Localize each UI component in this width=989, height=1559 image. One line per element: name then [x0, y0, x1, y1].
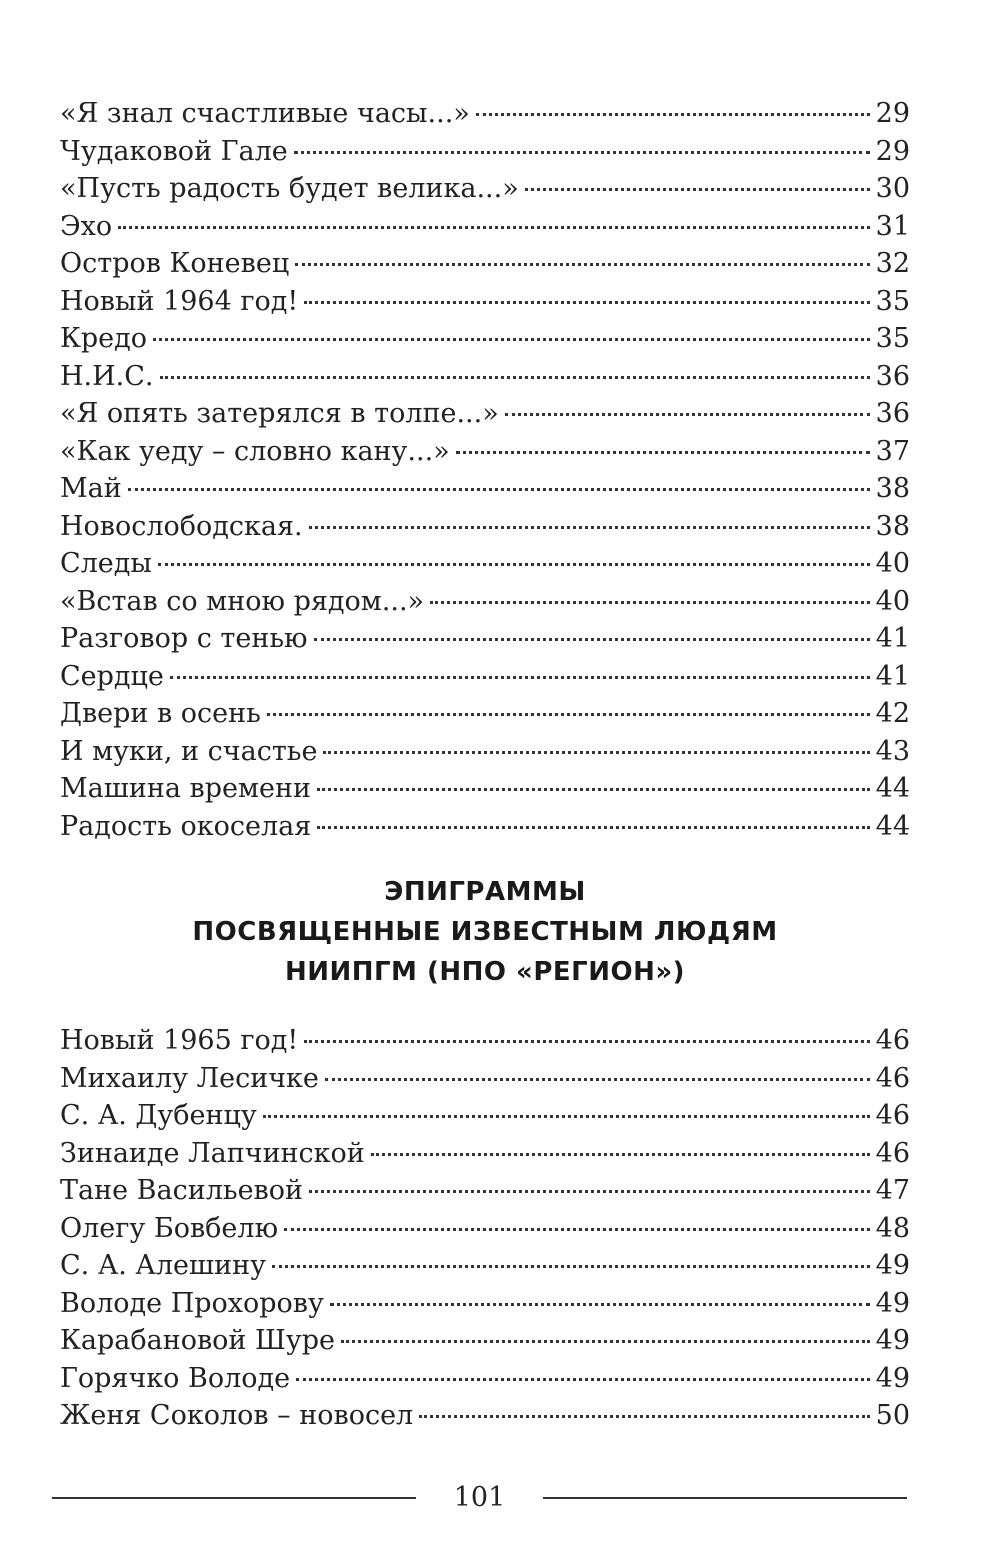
toc-entry-page: 49 — [875, 1362, 910, 1394]
dot-leader — [323, 751, 869, 754]
toc-entry-title: Володе Прохорову — [60, 1287, 324, 1319]
toc-entry-title: Карабановой Шуре — [60, 1325, 335, 1356]
dot-leader — [330, 1303, 870, 1306]
toc-entry-title: «Пусть радость будет велика...» — [60, 173, 519, 204]
toc-entry-title: Двери в осень — [60, 698, 261, 729]
toc-entry-page: 36 — [875, 360, 910, 392]
dot-leader — [317, 788, 870, 791]
toc-entry — [60, 283, 910, 321]
toc-list-main — [60, 95, 910, 845]
dot-leader — [314, 638, 870, 641]
toc-entry — [60, 395, 910, 433]
toc-entry-title: Остров Коневец — [60, 248, 290, 279]
toc-entry-title: И муки, и счастье — [60, 735, 318, 767]
toc-entry-page: 50 — [875, 1400, 910, 1431]
dot-leader — [456, 451, 870, 454]
toc-entry — [60, 1097, 910, 1135]
toc-entry-page: 38 — [875, 510, 910, 542]
toc-entry-title: Эхо — [60, 210, 113, 242]
toc-entry — [60, 770, 910, 808]
toc-entry-title: Новослободская. — [60, 510, 303, 542]
dot-leader — [304, 301, 869, 304]
toc-entry-page: 40 — [875, 548, 910, 579]
dot-leader — [267, 713, 870, 716]
dot-leader — [505, 413, 870, 416]
dot-leader — [284, 1228, 870, 1231]
dot-leader — [118, 226, 869, 229]
toc-entry — [60, 808, 910, 846]
toc-entry-title: Радость окоселая — [60, 810, 312, 842]
toc-entry-title: «Я опять затерялся в толпе...» — [60, 398, 499, 429]
toc-entry — [60, 658, 910, 696]
toc-entry — [60, 433, 910, 471]
dot-leader — [128, 488, 870, 491]
dot-leader — [272, 1265, 870, 1268]
footer-rule-right — [543, 1497, 907, 1499]
toc-entry-page: 35 — [875, 285, 910, 317]
page-footer — [52, 1482, 907, 1513]
toc-entry-page: 29 — [875, 98, 910, 129]
toc-entry — [60, 95, 910, 133]
toc-entry-title: Разговор с тенью — [60, 623, 308, 654]
section-heading-line-2: ПОСВЯЩЕННЫЕ ИЗВЕСТНЫМ ЛЮДЯМ — [192, 917, 778, 947]
page-number: 101 — [453, 1482, 506, 1513]
toc-entry-title: Новый 1965 год! — [60, 1025, 299, 1056]
toc-entry — [60, 133, 910, 171]
toc-entry-title: Женя Соколов – новосел — [60, 1400, 414, 1431]
dot-leader — [325, 1078, 870, 1081]
dot-leader — [160, 376, 870, 379]
toc-entry-page: 29 — [875, 135, 910, 167]
footer-rule-left — [52, 1497, 416, 1499]
toc-entry — [60, 1172, 910, 1210]
toc-entry — [60, 1360, 910, 1398]
toc-entry-page: 46 — [875, 1025, 910, 1056]
toc-entry-title: «Я знал счастливые часы...» — [60, 98, 470, 129]
toc-entry-page: 46 — [875, 1100, 910, 1131]
toc-entry-title: Тане Васильевой — [60, 1175, 303, 1206]
toc-entry — [60, 1060, 910, 1098]
toc-entry-page: 44 — [875, 810, 910, 842]
toc-entry — [60, 1285, 910, 1323]
toc-entry-title: Зинаиде Лапчинской — [60, 1137, 365, 1169]
dot-leader — [430, 601, 870, 604]
toc-entry — [60, 358, 910, 396]
toc-entry — [60, 320, 910, 358]
toc-entry-title: С. А. Алешину — [60, 1250, 266, 1281]
dot-leader — [525, 188, 870, 191]
toc-entry — [60, 208, 910, 246]
section-heading-line-3: НИИПГМ (НПО «РЕГИОН») — [284, 957, 686, 987]
toc-entry-page: 41 — [875, 660, 910, 692]
toc-entry — [60, 1210, 910, 1248]
toc-entry-page: 31 — [875, 210, 910, 242]
toc-entry — [60, 470, 910, 508]
dot-leader — [296, 1378, 870, 1381]
dot-leader — [295, 263, 869, 266]
toc-entry — [60, 1022, 910, 1060]
dot-leader — [263, 1115, 870, 1118]
toc-entry — [60, 170, 910, 208]
toc-entry-page: 36 — [875, 398, 910, 429]
toc-entry-page: 35 — [875, 323, 910, 354]
toc-entry-page: 48 — [875, 1212, 910, 1244]
toc-entry-title: Кредо — [60, 323, 148, 354]
toc-entry-title: Чудаковой Гале — [60, 135, 288, 167]
dot-leader — [170, 676, 870, 679]
toc-entry-page: 47 — [875, 1175, 910, 1206]
toc-entry-page: 30 — [875, 173, 910, 204]
toc-entry — [60, 545, 910, 583]
dot-leader — [309, 526, 870, 529]
dot-leader — [294, 151, 870, 154]
toc-entry-page: 43 — [875, 735, 910, 767]
toc-list-epigrams — [60, 1022, 910, 1435]
section-heading-line-1: ЭПИГРАММЫ — [384, 877, 586, 907]
dot-leader — [371, 1153, 870, 1156]
toc-entry-page: 41 — [875, 623, 910, 654]
toc-entry-page: 49 — [875, 1250, 910, 1281]
toc-entry-page: 32 — [875, 248, 910, 279]
toc-entry-title: Май — [60, 473, 122, 504]
dot-leader — [419, 1415, 869, 1418]
toc-entry — [60, 1397, 910, 1435]
toc-entry-page: 46 — [875, 1062, 910, 1094]
dot-leader — [304, 1040, 869, 1043]
toc-entry — [60, 1247, 910, 1285]
toc-entry — [60, 508, 910, 546]
toc-entry-page: 49 — [875, 1325, 910, 1356]
dot-leader — [309, 1190, 870, 1193]
toc-entry-title: Горячко Володе — [60, 1362, 291, 1394]
toc-entry-title: Михаилу Лесичке — [60, 1062, 319, 1094]
toc-entry-title: Олегу Бовбелю — [60, 1212, 279, 1244]
toc-entry-title: Следы — [60, 548, 152, 579]
toc-entry-title: Новый 1964 год! — [60, 285, 299, 317]
toc-entry — [60, 1322, 910, 1360]
toc-entry-page: 44 — [875, 773, 910, 804]
toc-entry-page: 49 — [875, 1287, 910, 1319]
dot-leader — [317, 826, 869, 829]
toc-entry — [60, 733, 910, 771]
toc-entry-page: 37 — [875, 435, 910, 467]
toc-entry-page: 42 — [875, 698, 910, 729]
toc-entry-title: Н.И.С. — [60, 360, 154, 392]
section-heading — [60, 872, 910, 992]
toc-entry — [60, 1135, 910, 1173]
toc-entry — [60, 620, 910, 658]
toc-entry-title: С. А. Дубенцу — [60, 1100, 257, 1131]
toc-entry-page: 38 — [875, 473, 910, 504]
toc-entry-title: «Как уеду – словно кану...» — [60, 435, 450, 467]
toc-entry — [60, 695, 910, 733]
toc-entry-page: 40 — [875, 585, 910, 617]
toc-entry-title: «Встав со мною рядом...» — [60, 585, 425, 617]
toc-entry — [60, 245, 910, 283]
dot-leader — [476, 113, 870, 116]
toc-entry — [60, 583, 910, 621]
dot-leader — [341, 1340, 870, 1343]
toc-entry-title: Сердце — [60, 660, 164, 692]
toc-entry-title: Машина времени — [60, 773, 311, 804]
dot-leader — [153, 338, 870, 341]
dot-leader — [158, 563, 870, 566]
toc-entry-page: 46 — [875, 1137, 910, 1169]
